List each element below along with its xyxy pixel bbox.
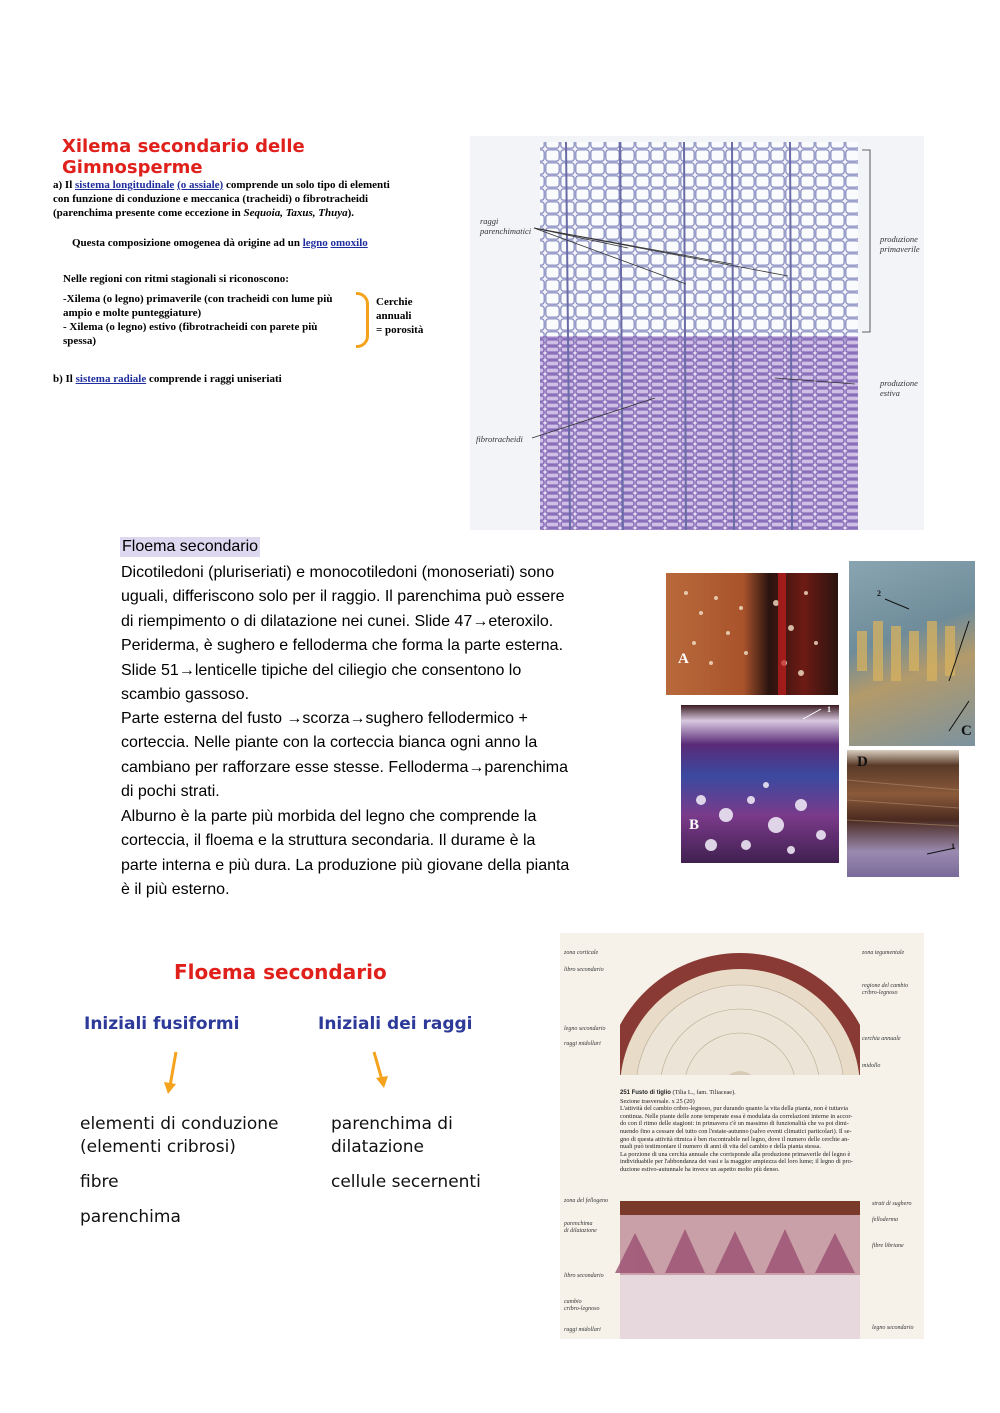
- link-omoxilo[interactable]: omoxilo: [330, 237, 368, 249]
- textbook-page: [560, 933, 924, 1339]
- photo-c: [849, 561, 975, 746]
- label-raggi-midollari: raggi midollari: [564, 1041, 601, 1047]
- phloem-slide-title: Floema secondario: [174, 960, 387, 984]
- fusiform-initials-heading: Iniziali fusiformi: [84, 1014, 240, 1034]
- arrow-down-right-icon: [370, 1050, 390, 1090]
- photo-b-texture: [681, 705, 839, 863]
- photo-d-marker: 1: [951, 842, 955, 851]
- photo-d: [847, 750, 959, 877]
- link-sistema-radiale[interactable]: sistema radiale: [75, 373, 147, 385]
- xylem-slide: [50, 130, 450, 400]
- item-dilation: dilatazione: [331, 1137, 425, 1157]
- spring-wood-text: -Xilema (o legno) primaverile (con tracheidi con lume più ampio e molte punteggiature) - Xilema (o legno) estivo (fibrotracheidi con parete più spessa): [63, 293, 333, 347]
- photo-b-marker: 1: [827, 705, 831, 714]
- label-legno-secondario: legno secondario: [564, 1026, 606, 1032]
- photo-a-texture: [666, 573, 838, 695]
- photo-c-texture: [849, 561, 975, 746]
- label-strati-sughero: strati di sughero: [872, 1201, 912, 1207]
- paragraph-3: Alburno è la parte più morbida del legno che comprende la corteccia, il floema e la struttura secondaria. Il durame è la parte interna e più dura. La produzione più giovane della pianta è il più esterno.: [121, 808, 570, 899]
- paragraph-1: Dicotiledoni (pluriseriati) e monocotiledoni (monoseriati) sono uguali, differiscono solo per il raggio. Il parenchima può essere di riempimento o di dilatazione nei cunei. Slide 47→eteroxilo. Periderma, è sughero e felloderma che forma la parte esterna. Slide 51→lenticelle tipiche del ciliegio che consentono lo scambio gassoso.: [121, 564, 565, 704]
- item-conduction-elements: elementi di conduzione: [80, 1114, 279, 1134]
- seasonal-regions-text: Nelle regioni con ritmi stagionali si riconoscono:: [63, 273, 289, 285]
- photo-b-letter: B: [689, 817, 700, 833]
- paragraph-2: Parte esterna del fusto →scorza→sughero fellodermico + corteccia. Nelle piante con la corteccia bianca ogni anno la cambiano per rafforzare esse stesse. Felloderma→parenchima di pochi strati.: [121, 710, 569, 801]
- phloem-slide: [70, 950, 510, 1250]
- photo-c-letter: C: [961, 723, 972, 739]
- label-zona-corticale: zona corticale: [564, 950, 599, 956]
- photo-d-letter: D: [857, 754, 868, 770]
- figure-caption: 251 Fusto di tiglio (Tilia L., fam. Tiliaceae). Sezione trasversale. x 25 (20) L'attività del cambio cribro-legnoso, pur durando quanto la vita della pianta, non è tuttavia continua. Nelle piante delle zone temperate essa è modulata da correlazioni interne in accor- do con il ritmo delle stagioni: in primavera c'è un massimo di funzionalità che va poi dimi- nuendo fino a cessare del tutto con l'estate-autunno (salvo eventi climatici particolari). Il se- gno di questa attività ritmica è ben riscontrabile nel legno, dove il numero delle cerchie an- nuali può testimoniare il numero di anni di vita del cambio e della pianta stessa. La porzione di una cerchia annuale che corrisponde alla produzione primaverile del legno è individuabile per l'abbondanza dei vasi e la maggior ampiezza del loro lume; il legno di pro- duzione estivo-autunnale ha invece un aspetto molto più denso.: [620, 1089, 853, 1173]
- section-heading: Floema secondario: [122, 538, 259, 555]
- photo-a-letter: A: [678, 651, 689, 667]
- tracheid-micrograph: [470, 136, 924, 530]
- item-parenchyma: parenchima: [80, 1207, 181, 1227]
- arrow-down-left-icon: [162, 1050, 182, 1094]
- ray-initials-heading: Iniziali dei raggi: [318, 1014, 473, 1034]
- label-zona-fellogeno: zona del fellogeno: [564, 1198, 608, 1204]
- annual-rings-label: Cerchie annuali = porosità: [376, 296, 424, 336]
- label-libro-secondario: libro secondario: [564, 967, 604, 973]
- label-regione-cambio: regione del cambio cribro-legnoso: [862, 983, 909, 996]
- photo-c-marker: 2: [877, 589, 881, 598]
- label-raggi-midollari-2: raggi midollari: [564, 1327, 601, 1333]
- item-secretory-cells: cellule secernenti: [331, 1172, 481, 1192]
- link-sistema-longitudinale[interactable]: sistema longitudinale: [75, 179, 175, 191]
- photo-a: [666, 573, 838, 695]
- label-felloderma: felloderma: [872, 1217, 898, 1223]
- label-midollo: midollo: [862, 1063, 881, 1069]
- xylem-slide-title: Xilema secondario delle Gimnosperme: [62, 136, 305, 178]
- tracheid-cells-image: [470, 136, 924, 530]
- label-cambio: cambio cribro-legnoso: [564, 1299, 600, 1312]
- label-fibre-libriane: fibre libriane: [872, 1243, 904, 1249]
- item-dilation-parenchyma: parenchima di: [331, 1114, 453, 1134]
- longitudinal-system-text: a) Il sistema longitudinale (o assiale) comprende un solo tipo di elementi con funzione di conduzione e meccanica (tracheidi) o fibrotracheidi (parenchima presente come eccezione in Sequoia, Taxus, Thuya).: [53, 179, 390, 219]
- label-summer-production: produzione estiva: [880, 378, 918, 398]
- label-zona-tegumentale: zona tegumentale: [862, 950, 905, 956]
- link-legno[interactable]: legno: [302, 237, 328, 249]
- label-libro-secondario-2: libro secondario: [564, 1273, 604, 1279]
- label-rays: raggi parenchimatici: [480, 216, 532, 236]
- species-names: Sequoia, Taxus, Thuya: [243, 207, 348, 219]
- label-parenchima-dilatazione: parenchima di dilatazione: [564, 1221, 597, 1234]
- label-legno-secondario-2: legno secondario: [872, 1325, 914, 1331]
- homoxylous-text: Questa composizione omogenea dà origine ad un legno omoxilo: [72, 237, 368, 249]
- link-assiale[interactable]: (o assiale): [177, 179, 224, 191]
- label-fibrotracheids: fibrotracheidi: [476, 434, 523, 444]
- orange-bracket: [356, 292, 369, 348]
- item-fibers: fibre: [80, 1172, 119, 1192]
- radial-system-text: b) Il sistema radiale comprende i raggi uniseriati: [53, 373, 282, 385]
- label-cerchia-annuale: cerchia annuale: [862, 1036, 901, 1042]
- item-sieve-elements: (elementi cribrosi): [80, 1137, 236, 1157]
- label-spring-production: produzione primaverile: [880, 234, 920, 254]
- photo-b: [681, 705, 839, 863]
